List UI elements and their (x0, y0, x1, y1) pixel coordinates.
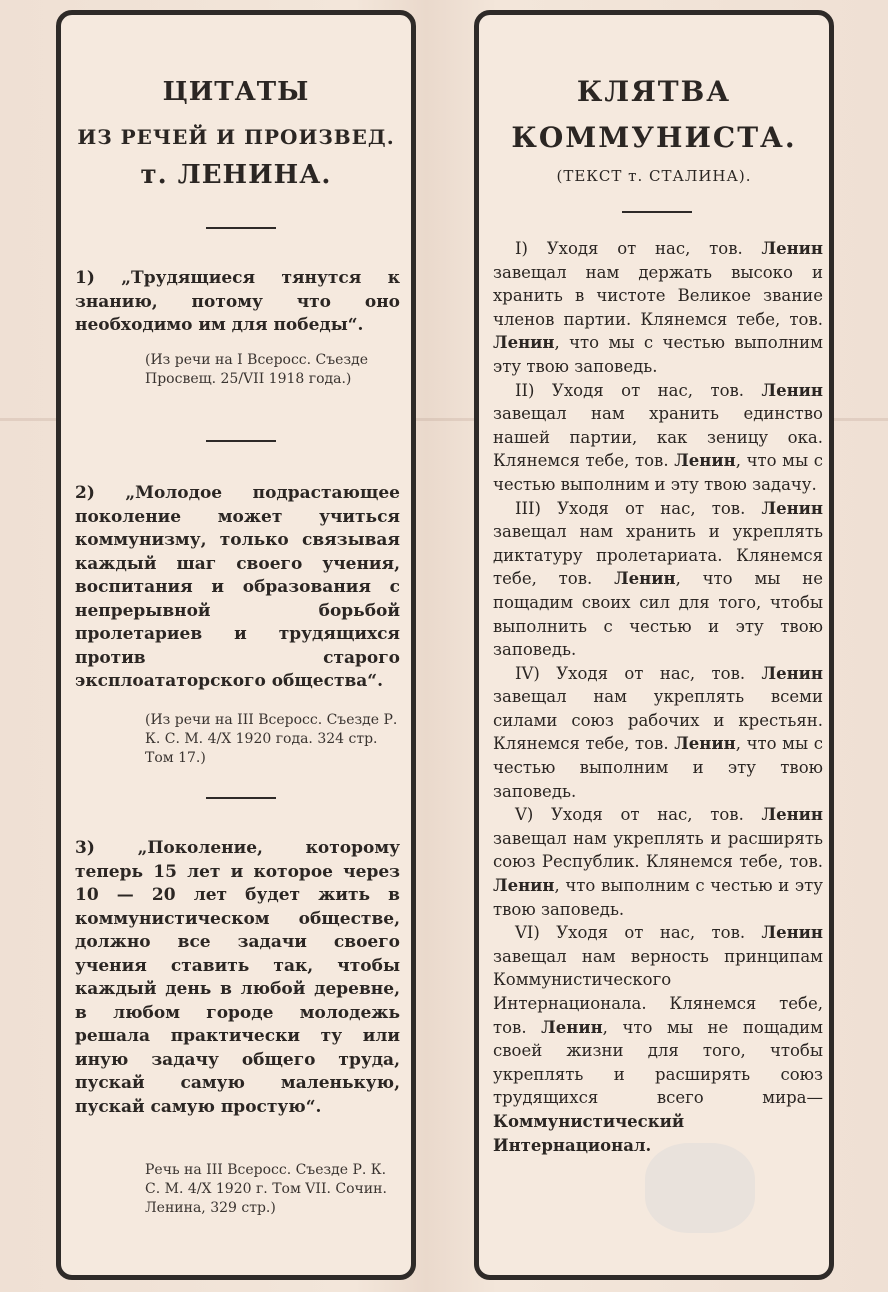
oath-section-5: V) Уходя от нас, тов. Ленин завещал нам укреплять и расширять союз Республик. Клянемся тебе, тов. Ленин, что выполним с честью и эту твою заповедь. (493, 805, 823, 919)
oath-section-4: IV) Уходя от нас, тов. Ленин завещал нам укреплять всеми силами союз рабочих и крестьян. Клянемся тебе, тов. Ленин, что мы с честью выполним и эту твою заповедь. (493, 663, 823, 801)
divider (206, 440, 276, 442)
oath-title: КЛЯТВА (576, 75, 732, 108)
quote-3: 3) „Поколение, которому теперь 15 лет и которое через 10 — 20 лет будет жить в коммунистическом обществе, должно все задачи своего учения ставить так, чтобы каждый день в любой деревне, в любом городе молодежь решала практически ту или иную задачу общего труда, пускай самую маленькую, пускай самую простую“. (75, 838, 400, 1117)
oath-section-1: I) Уходя от нас, тов. Ленин завещал нам держать высоко и хранить в чистоте Великое звание членов партии. Клянемся тебе, тов. Ленин, что мы с честью выполним эту твою заповедь. (493, 239, 823, 376)
divider (622, 211, 692, 213)
quote-1-source: (Из речи на I Всеросс. Съезде Просвещ. 25/VII 1918 года.) (145, 352, 368, 387)
quote-3-source: Речь на III Всеросс. Съезде Р. К. С. М. 4/X 1920 г. Том VII. Сочин. Ленина, 329 стр.) (145, 1162, 387, 1216)
divider (206, 227, 276, 229)
quotes-subtitle: ИЗ РЕЧЕЙ И ПРОИЗВЕД. (77, 125, 395, 149)
communist-oath-panel (474, 10, 834, 1280)
oath-section-6: VI) Уходя от нас, тов. Ленин завещал нам верность принципам Коммунистического Интернационала. Клянемся тебе, тов. Ленин, что мы не пощадим своей жизни для того, чтобы укреплять и расширять союз трудящихся всего мира—Коммунистический Интернационал. (493, 923, 823, 1155)
paper-damage-patch (645, 1143, 755, 1233)
oath-title-line2: КОММУНИСТА. (511, 121, 797, 154)
quotes-author: т. ЛЕНИНА. (140, 160, 332, 190)
quotes-title: ЦИТАТЫ (162, 77, 310, 107)
lenin-quotes-panel (56, 10, 416, 1280)
oath-section-2: II) Уходя от нас, тов. Ленин завещал нам хранить единство нашей партии, как зеницу ока. Клянемся тебе, тов. Ленин, что мы с честью выполним и эту твою задачу. (493, 380, 823, 494)
oath-text (493, 237, 823, 1157)
divider (206, 797, 276, 799)
quote-2-source: (Из речи на III Всеросс. Съезде Р. К. С. М. 4/X 1920 года. 324 стр. Том 17.) (145, 712, 398, 766)
quote-2: 2) „Молодое подрастающее поколение может учиться коммунизму, только связывая каждый шаг своего учения, воспитания и образования с непрерывной борьбой пролетариев и трудящихся против старого эксплоататорского общества“. (75, 483, 400, 691)
quote-1: 1) „Трудящиеся тянутся к знанию, потому что оно необходимо им для победы“. (75, 268, 400, 335)
oath-subtitle: (ТЕКСТ т. СТАЛИНА). (556, 167, 752, 185)
oath-section-3: III) Уходя от нас, тов. Ленин завещал нам хранить и укреплять диктатуру пролетариата. Клянемся тебе, тов. Ленин, что мы не пощадим своих сил для того, чтобы выполнить с честью и эту твою заповедь. (493, 498, 823, 660)
